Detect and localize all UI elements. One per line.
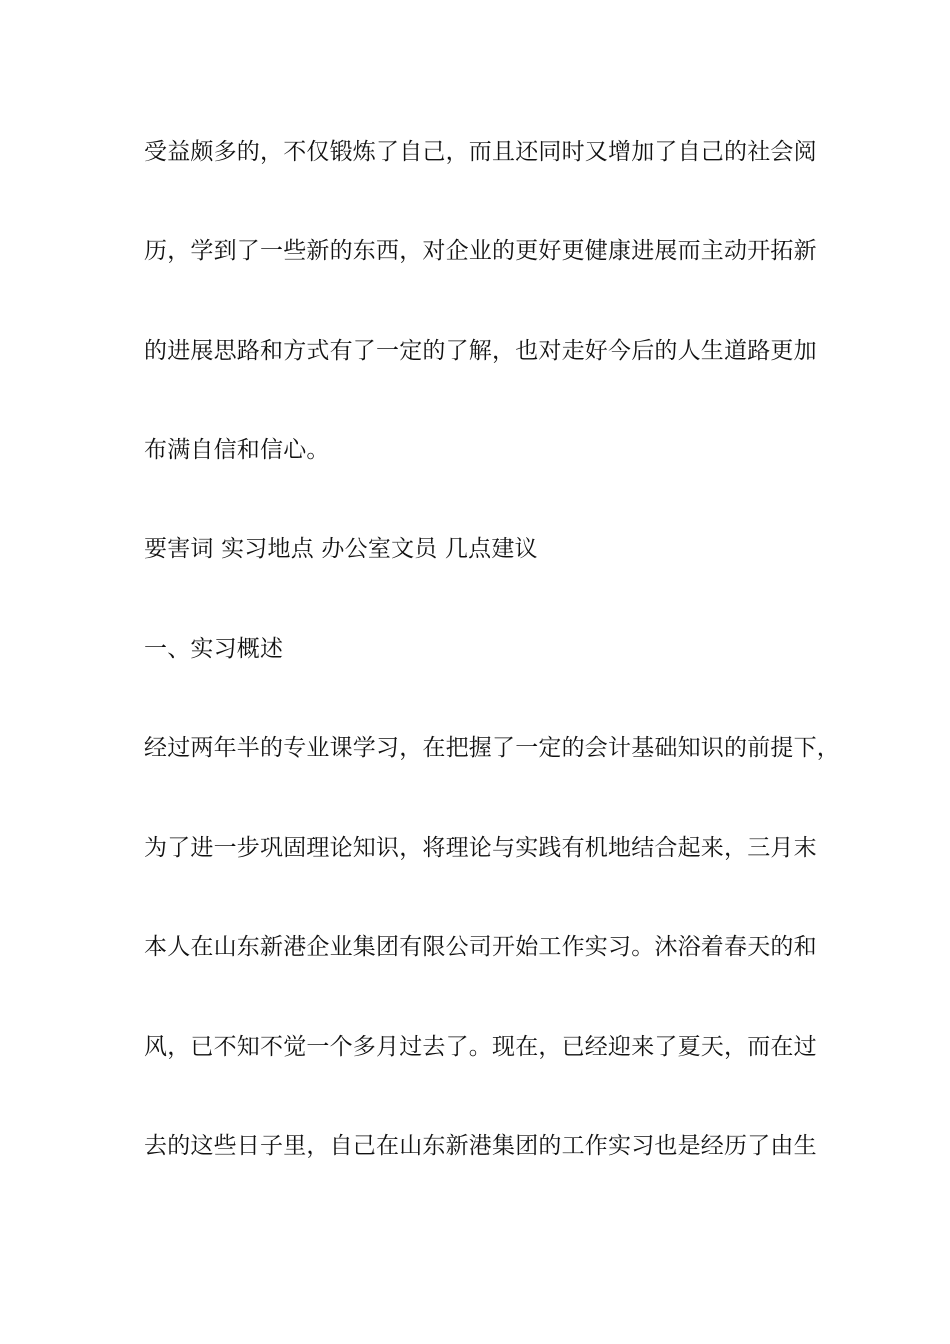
paragraph-line: 为了进一步巩固理论知识，将理论与实践有机地结合起来，三月末 xyxy=(144,835,817,861)
paragraph-line: 受益颇多的，不仅锻炼了自己，而且还同时又增加了自己的社会阅 xyxy=(144,139,817,165)
paragraph-line: 的进展思路和方式有了一定的了解，也对走好今后的人生道路更加 xyxy=(144,338,817,364)
paragraph-line: 布满自信和信心。 xyxy=(144,437,330,463)
keywords-line: 要害词 实习地点 办公室文员 几点建议 xyxy=(144,536,538,562)
paragraph-line: 历，学到了一些新的东西，对企业的更好更健康进展而主动开拓新 xyxy=(144,238,817,264)
paragraph-line: 风，已不知不觉一个多月过去了。现在，已经迎来了夏天，而在过 xyxy=(144,1034,817,1060)
paragraph-line: 本人在山东新港企业集团有限公司开始工作实习。沐浴着春天的和 xyxy=(144,934,817,960)
paragraph-line: 去的这些日子里，自己在山东新港集团的工作实习也是经历了由生 xyxy=(144,1133,817,1159)
paragraph-line: 经过两年半的专业课学习，在把握了一定的会计基础知识的前提下， xyxy=(144,735,840,761)
section-heading: 一、实习概述 xyxy=(144,636,284,662)
